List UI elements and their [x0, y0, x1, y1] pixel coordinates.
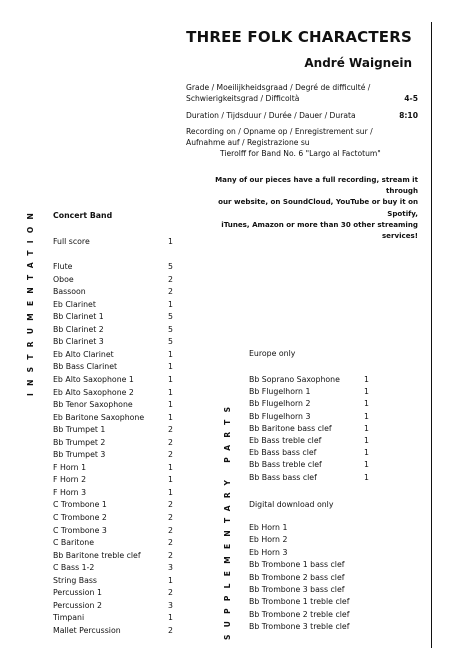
instrument-row — [53, 612, 193, 624]
grade-value: 4-5 — [404, 94, 418, 103]
part-qty: 1 — [364, 460, 369, 470]
part-name: Percussion 2 — [53, 600, 102, 610]
part-name: Bb Flugelhorn 1 — [249, 387, 311, 397]
part-name: Bb Trumpet 2 — [53, 437, 106, 447]
part-qty: 1 — [168, 374, 173, 384]
part-qty: 2 — [168, 437, 173, 447]
instrument-row — [53, 525, 193, 537]
concert-band-heading: Concert Band — [53, 211, 113, 220]
part-name: Eb Horn 2 — [249, 535, 288, 545]
instrument-row — [53, 537, 193, 549]
part-name: Bb Bass Clarinet — [53, 362, 118, 372]
digital-part-row — [249, 584, 389, 596]
part-qty: 1 — [364, 436, 369, 445]
part-qty: 1 — [364, 411, 369, 421]
part-qty: 1 — [168, 475, 173, 485]
instrument-row — [53, 324, 193, 336]
composer-name: André Waignein — [304, 56, 412, 70]
instrument-row — [53, 512, 193, 524]
part-qty: 1 — [364, 387, 369, 397]
digital-part-row — [249, 522, 389, 534]
europe-part-row — [249, 447, 389, 459]
part-name: Eb Clarinet — [53, 299, 96, 309]
instrument-name: Full score — [53, 237, 90, 246]
recording-line2: Aufnahme auf / Registrazione su — [186, 138, 310, 148]
part-name: Bb Trombone 3 treble clef — [249, 622, 350, 632]
part-qty: 1 — [364, 423, 369, 433]
part-name: F Horn 3 — [53, 487, 87, 497]
part-qty: 2 — [168, 513, 173, 522]
instrument-row — [53, 575, 193, 587]
part-name: Bassoon — [53, 287, 86, 297]
instrument-row — [53, 299, 193, 311]
part-qty: 5 — [168, 262, 173, 271]
part-qty: 1 — [168, 412, 173, 422]
promo-line2: our website, on SoundCloud, YouTube or buy it on Spotify, — [218, 197, 418, 218]
part-name: C Trombone 1 — [53, 500, 107, 510]
part-name: Mallet Percussion — [53, 625, 121, 635]
part-name: Bb Clarinet 3 — [53, 337, 104, 347]
instrument-row — [53, 412, 193, 424]
instrument-row — [53, 600, 193, 612]
part-name: Bb Bass treble clef — [249, 460, 322, 470]
part-name: F Horn 2 — [53, 475, 87, 485]
part-qty: 1 — [168, 575, 173, 585]
part-name: Bb Bass bass clef — [249, 472, 317, 482]
part-qty: 1 — [168, 400, 173, 410]
part-qty: 1 — [364, 448, 369, 458]
recording-info — [186, 126, 418, 160]
part-name: Eb Alto Saxophone 2 — [53, 387, 134, 397]
part-qty: 3 — [168, 563, 173, 573]
part-name: C Baritone — [53, 538, 94, 548]
europe-part-row — [249, 411, 389, 423]
part-name: Bb Clarinet 2 — [53, 324, 104, 334]
part-qty: 1 — [168, 349, 173, 359]
right-vertical-rule — [431, 22, 432, 648]
part-name: Timpani — [53, 613, 85, 623]
part-name: Eb Bass bass clef — [249, 448, 317, 458]
part-name: Bb Trombone 2 treble clef — [249, 609, 350, 619]
part-qty: 2 — [168, 550, 173, 560]
part-name: C Trombone 2 — [53, 513, 107, 522]
part-qty: 2 — [168, 538, 173, 548]
part-qty: 2 — [168, 500, 173, 510]
recording-line3: Tierolff for Band No. 6 "Largo al Factotum" — [220, 149, 381, 159]
instrument-row — [53, 449, 193, 461]
supplementary-parts-side-label: SUPPLEMENTARY PARTS — [223, 399, 232, 640]
instrument-row — [53, 349, 193, 361]
part-name: Bb Trumpet 3 — [53, 450, 106, 460]
digital-part-row — [249, 609, 389, 621]
part-name: Percussion 1 — [53, 588, 102, 598]
part-name: Eb Baritone Saxophone — [53, 412, 145, 422]
europe-part-row — [249, 459, 389, 471]
instrument-row — [53, 499, 193, 511]
grade-label-line1: Grade / Moeilijkheidsgraad / Degré de difficulté / — [186, 83, 371, 92]
instrument-row — [53, 361, 193, 373]
instrument-row — [53, 562, 193, 574]
full-score-row — [53, 236, 178, 248]
part-qty: 2 — [168, 588, 173, 598]
promo-line1: Many of our pieces have a full recording, stream it through — [215, 175, 418, 196]
part-name: Flute — [53, 262, 73, 271]
instrument-row — [53, 274, 193, 286]
part-name: Bb Trombone 1 treble clef — [249, 597, 350, 607]
part-qty: 1 — [364, 472, 369, 482]
part-qty: 5 — [168, 312, 173, 322]
duration-info — [186, 110, 418, 121]
instrument-row — [53, 286, 193, 298]
duration-value: 8:10 — [399, 111, 418, 120]
digital-part-row — [249, 559, 389, 571]
digital-part-row — [249, 547, 389, 559]
part-qty: 2 — [168, 287, 173, 297]
instrument-row — [53, 387, 193, 399]
europe-part-row — [249, 398, 389, 410]
promo-line3: iTunes, Amazon or more than 30 other streaming services! — [221, 219, 418, 241]
part-qty: 1 — [364, 399, 369, 409]
digital-part-row — [249, 572, 389, 584]
part-name: Bb Flugelhorn 2 — [249, 399, 311, 409]
part-qty: 5 — [168, 337, 173, 347]
part-name: Bb Trumpet 1 — [53, 425, 106, 435]
digital-part-row — [249, 534, 389, 546]
part-qty: 1 — [168, 613, 173, 623]
instrument-row — [53, 550, 193, 562]
part-name: Eb Bass treble clef — [249, 436, 322, 445]
part-name: Bb Trombone 2 bass clef — [249, 572, 345, 582]
europe-part-row — [249, 374, 389, 386]
part-name: C Bass 1-2 — [53, 563, 95, 573]
grade-label-line2: Schwierigkeitsgrad / Difficoltà — [186, 94, 300, 104]
europe-part-row — [249, 423, 389, 435]
part-qty: 1 — [168, 462, 173, 472]
part-qty: 3 — [168, 600, 173, 610]
part-qty: 2 — [168, 425, 173, 435]
part-name: Bb Trombone 3 bass clef — [249, 585, 345, 594]
instrumentation-side-label: INSTRUMENTATION — [26, 205, 35, 396]
instrument-row — [53, 587, 193, 599]
part-name: Bb Tenor Saxophone — [53, 400, 133, 410]
part-qty: 2 — [168, 525, 173, 535]
instrument-row — [53, 462, 193, 474]
duration-label: Duration / Tijdsduur / Durée / Dauer / Durata — [186, 111, 356, 120]
digital-download-heading: Digital download only — [249, 500, 334, 509]
part-qty: 2 — [168, 274, 173, 284]
instrument-row — [53, 424, 193, 436]
digital-part-row — [249, 621, 389, 633]
europe-only-heading: Europe only — [249, 349, 296, 358]
grade-info — [186, 82, 418, 104]
streaming-promo — [186, 174, 418, 241]
part-qty: 1 — [364, 375, 369, 384]
instrument-row — [53, 437, 193, 449]
europe-part-row — [249, 386, 389, 398]
page-title: THREE FOLK CHARACTERS — [186, 28, 412, 46]
instrument-row — [53, 336, 193, 348]
part-qty: 2 — [168, 625, 173, 635]
instrument-row — [53, 399, 193, 411]
part-qty: 5 — [168, 324, 173, 334]
part-name: Bb Trombone 1 bass clef — [249, 560, 345, 570]
part-qty: 1 — [168, 487, 173, 497]
part-name: Eb Horn 1 — [249, 523, 288, 532]
instrument-row — [53, 311, 193, 323]
part-name: F Horn 1 — [53, 462, 87, 472]
part-name: Eb Alto Clarinet — [53, 349, 114, 359]
part-name: Bb Baritone bass clef — [249, 423, 332, 433]
part-qty: 1 — [168, 387, 173, 397]
digital-part-row — [249, 596, 389, 608]
part-qty: 1 — [168, 299, 173, 309]
part-name: Bb Baritone treble clef — [53, 550, 141, 560]
europe-part-row — [249, 472, 389, 484]
instrument-row — [53, 625, 193, 637]
europe-part-row — [249, 435, 389, 447]
part-name: Eb Alto Saxophone 1 — [53, 374, 134, 384]
instrument-row — [53, 474, 193, 486]
part-name: Bb Soprano Saxophone — [249, 375, 340, 384]
part-name: Bb Clarinet 1 — [53, 312, 104, 322]
part-qty: 2 — [168, 450, 173, 460]
part-name: Oboe — [53, 274, 74, 284]
part-name: String Bass — [53, 575, 97, 585]
instrument-qty: 1 — [168, 237, 173, 246]
instrument-row — [53, 374, 193, 386]
recording-line1: Recording on / Opname op / Enregistrement sur / — [186, 127, 373, 136]
instrument-row — [53, 487, 193, 499]
part-name: C Trombone 3 — [53, 525, 107, 535]
part-qty: 1 — [168, 362, 173, 372]
part-name: Bb Flugelhorn 3 — [249, 411, 311, 421]
part-name: Eb Horn 3 — [249, 547, 288, 557]
instrument-row — [53, 261, 193, 273]
